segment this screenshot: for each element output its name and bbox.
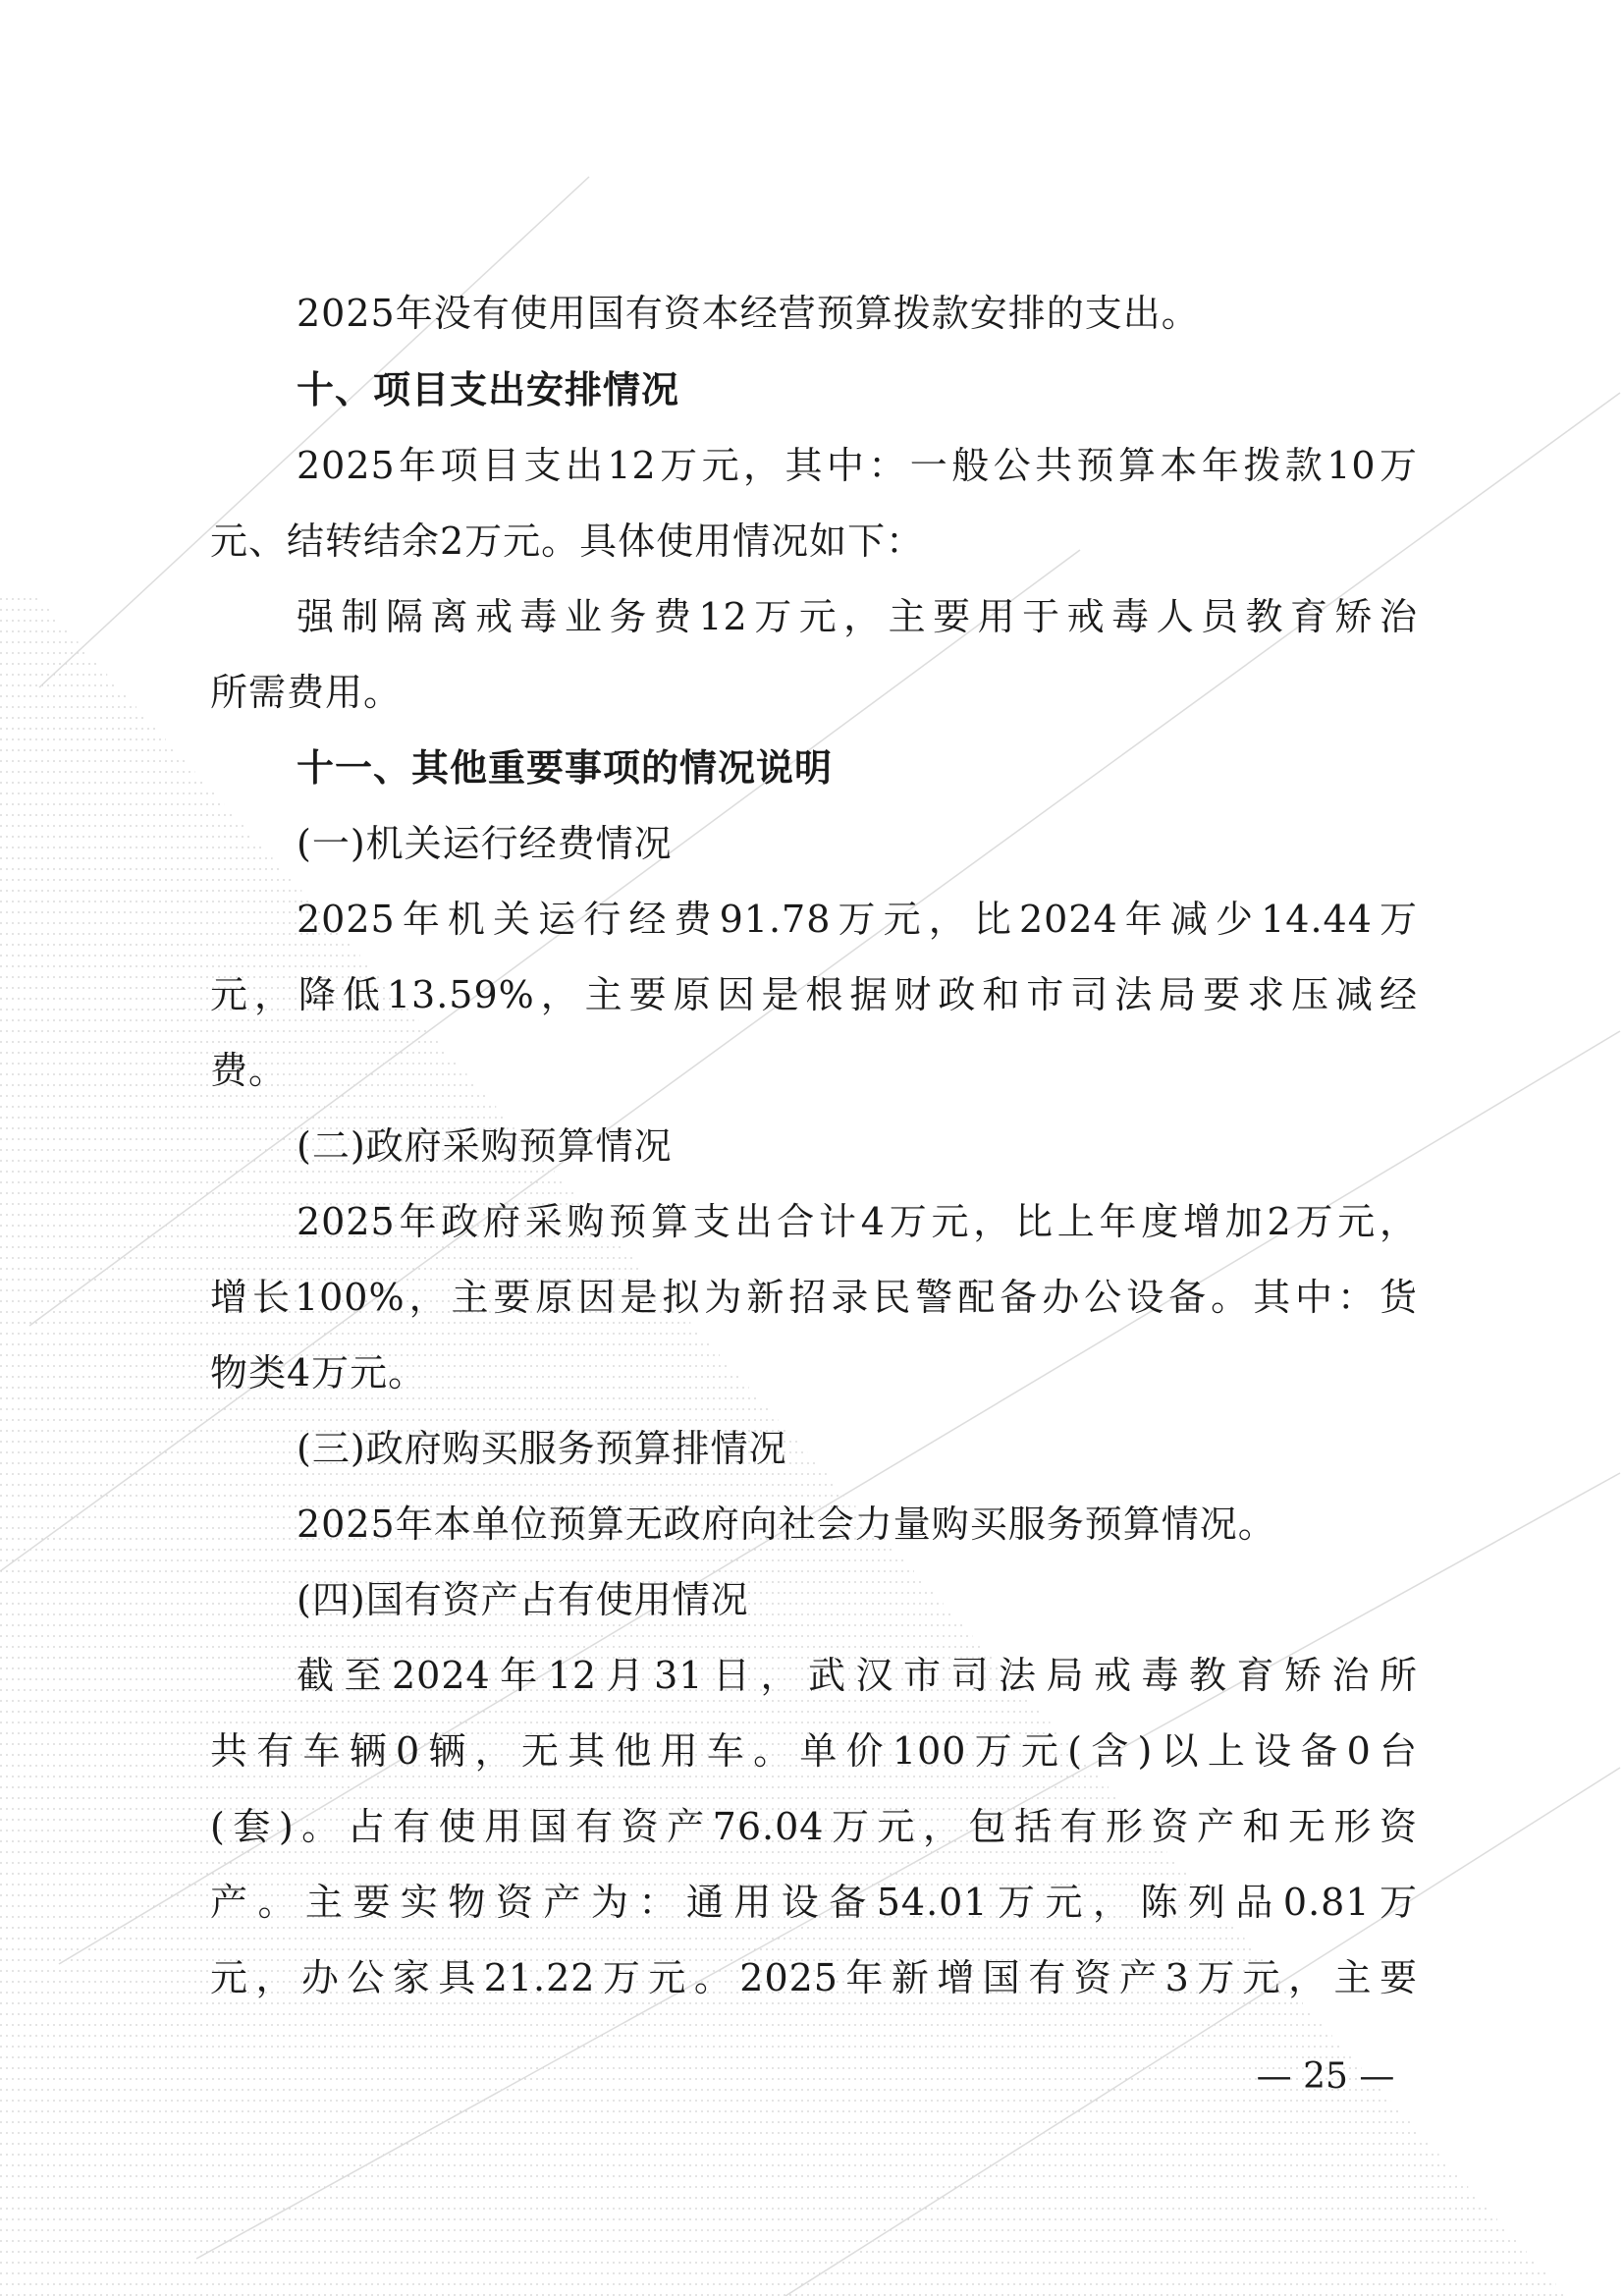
body-text-line: 增长100%，主要原因是拟为新招录民警配备办公设备。其中：货 [210, 1276, 1418, 1319]
body-text-line: 产。主要实物资产为：通用设备54.01万元，陈列品0.81万 [210, 1881, 1418, 1924]
subsection-heading: (四)国有资产占有使用情况 [297, 1578, 749, 1621]
subsection-heading: (三)政府购买服务预算排情况 [297, 1427, 787, 1470]
body-text-line: 强制隔离戒毒业务费12万元，主要用于戒毒人员教育矫治 [297, 595, 1418, 638]
section-heading: 十一、其他重要事项的情况说明 [297, 746, 834, 790]
body-text-line: 元，降低13.59%，主要原因是根据财政和市司法局要求压减经 [210, 973, 1418, 1016]
body-text-line: 截至2024年12月31日，武汉市司法局戒毒教育矫治所 [297, 1654, 1418, 1697]
body-text-line: 所需费用。 [210, 671, 403, 714]
body-text-line: 元、结转结余2万元。具体使用情况如下： [210, 519, 925, 563]
body-text-line: 2025年项目支出12万元，其中：一般公共预算本年拨款10万 [297, 444, 1418, 487]
body-text-line: 2025年没有使用国有资本经营预算拨款安排的支出。 [297, 292, 1200, 335]
body-text-line: 元，办公家具21.22万元。2025年新增国有资产3万元，主要 [210, 1956, 1418, 1999]
body-text-line: 2025年政府采购预算支出合计4万元，比上年度增加2万元， [297, 1200, 1418, 1243]
body-text-line: 2025年本单位预算无政府向社会力量购买服务预算情况。 [297, 1503, 1276, 1546]
body-text-line: 费。 [210, 1049, 288, 1092]
body-text-line: 共有车辆0辆，无其他用车。单价100万元(含)以上设备0台 [210, 1729, 1418, 1773]
body-text-line: 物类4万元。 [210, 1351, 427, 1394]
body-text-line: 2025年机关运行经费91.78万元，比2024年减少14.44万 [297, 898, 1418, 941]
subsection-heading: (二)政府采购预算情况 [297, 1124, 673, 1168]
section-heading: 十、项目支出安排情况 [297, 368, 680, 411]
subsection-heading: (一)机关运行经费情况 [297, 822, 673, 865]
page-number: — 25 — [1256, 2056, 1395, 2097]
body-text-line: (套)。占有使用国有资产76.04万元，包括有形资产和无形资 [210, 1805, 1418, 1848]
